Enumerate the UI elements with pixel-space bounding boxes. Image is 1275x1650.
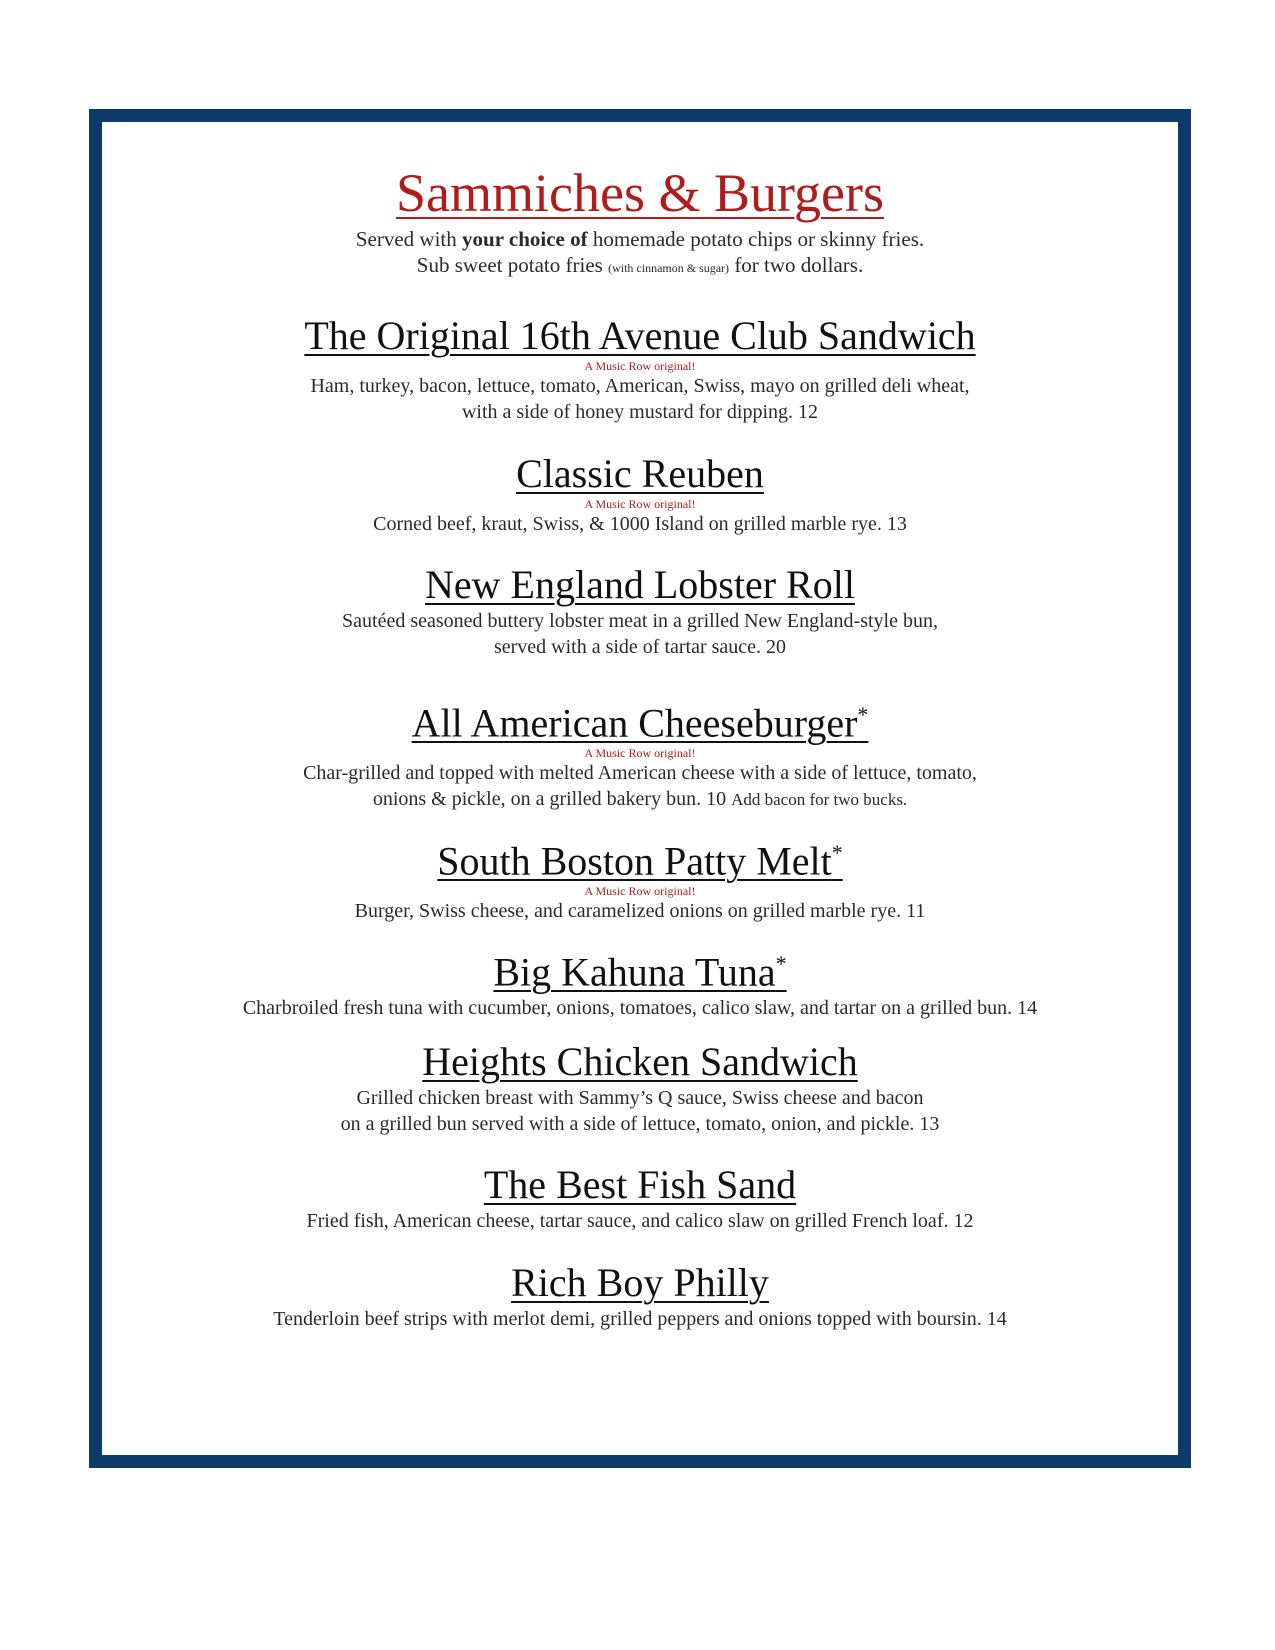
item-addon-note: Add bacon for two bucks. bbox=[731, 790, 908, 810]
item-name: South Boston Patty Melt* bbox=[437, 838, 843, 884]
menu-item-fish-sand bbox=[102, 1162, 1178, 1234]
item-description: Corned beef, kraut, Swiss, & 1000 Island on grilled marble rye. 13 bbox=[373, 513, 907, 535]
raw-warning-asterisk: * bbox=[857, 702, 869, 727]
item-name: Big Kahuna Tuna* bbox=[493, 949, 787, 995]
item-description: Ham, turkey, bacon, lettuce, tomato, American, Swiss, mayo on grilled deli wheat, with a side of honey mustard for dipping. 12 bbox=[310, 375, 970, 423]
item-tag: A Music Row original! bbox=[584, 359, 696, 373]
raw-warning-asterisk: * bbox=[775, 951, 787, 976]
item-tag: A Music Row original! bbox=[584, 884, 696, 899]
item-description: Grilled chicken breast with Sammy’s Q sauce, Swiss cheese and bacon on a grilled bun served with a side of lettuce, tomato, onion, and pickle. 13 bbox=[340, 1087, 940, 1135]
item-name: Classic Reuben bbox=[516, 451, 764, 496]
item-description: Sautéed seasoned buttery lobster meat in a grilled New England-style bun, served with a side of tartar sauce. 20 bbox=[342, 610, 938, 658]
item-name: New England Lobster Roll bbox=[425, 562, 855, 607]
intro-emphasis: your choice of bbox=[462, 227, 588, 251]
menu-intro bbox=[102, 226, 1178, 281]
item-name: The Best Fish Sand bbox=[483, 1162, 797, 1207]
item-description: Charbroiled fresh tuna with cucumber, onions, tomatoes, calico slaw, and tartar on a grilled bun. 14 bbox=[242, 997, 1038, 1020]
item-description: Fried fish, American cheese, tartar sauce, and calico slaw on grilled French loaf. 12 bbox=[306, 1210, 974, 1232]
intro-line-1: Served with your choice of homemade potato chips or skinny fries. bbox=[355, 227, 925, 251]
menu-border-frame bbox=[89, 109, 1191, 1468]
item-description: Burger, Swiss cheese, and caramelized onions on grilled marble rye. 11 bbox=[354, 900, 926, 923]
menu-content bbox=[102, 122, 1178, 1455]
menu-item-classic-reuben bbox=[102, 451, 1178, 537]
item-tag: A Music Row original! bbox=[584, 746, 696, 761]
menu-item-patty-melt bbox=[102, 830, 1178, 924]
menu-title: Sammiches & Burgers bbox=[396, 163, 884, 223]
item-description: Tenderloin beef strips with merlot demi, grilled peppers and onions topped with boursin. 14 bbox=[273, 1308, 1007, 1330]
menu-item-club-sandwich bbox=[102, 313, 1178, 425]
item-description: Char-grilled and topped with melted American cheese with a side of lettuce, tomato, onions & pickle, on a grilled bakery bun. 10 Add bacon for two bucks. bbox=[303, 762, 977, 811]
menu-item-cheeseburger bbox=[102, 692, 1178, 813]
item-name: The Original 16th Avenue Club Sandwich bbox=[304, 313, 976, 358]
item-name: Rich Boy Philly bbox=[511, 1260, 769, 1305]
menu-item-kahuna-tuna bbox=[102, 941, 1178, 1021]
intro-line-2: Sub sweet potato fries (with cinnamon & sugar) for two dollars. bbox=[416, 253, 864, 277]
item-tag: A Music Row original! bbox=[584, 497, 696, 511]
menu-item-chicken-sandwich bbox=[102, 1039, 1178, 1137]
menu-item-rich-boy-philly bbox=[102, 1260, 1178, 1332]
menu-item-lobster-roll bbox=[102, 562, 1178, 660]
item-name: All American Cheeseburger* bbox=[411, 700, 869, 746]
intro-note: (with cinnamon & sugar) bbox=[608, 261, 730, 275]
raw-warning-asterisk: * bbox=[831, 840, 843, 865]
item-name: Heights Chicken Sandwich bbox=[422, 1039, 858, 1084]
